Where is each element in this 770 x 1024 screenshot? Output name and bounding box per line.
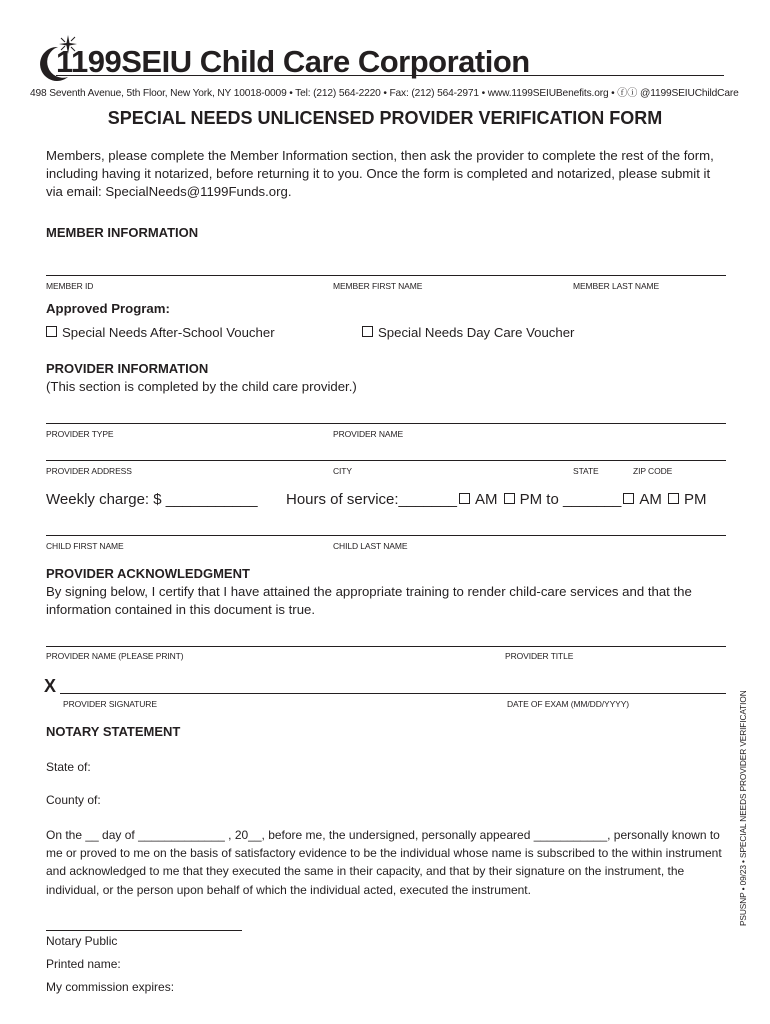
provider-line-2[interactable] [46, 460, 726, 461]
header-rule [56, 75, 724, 76]
signature-x-mark: X [44, 676, 57, 696]
contact-line: 498 Seventh Avenue, 5th Floor, New York, NY 10018-0009 • Tel: (212) 564-2220 • Fax: (212) 564-2971 • www.1199SEIUBenefits.org • ⓕⓘ @1199SEIUChildCare [30, 88, 739, 99]
member-id-label: MEMBER ID [46, 281, 94, 291]
notary-heading: NOTARY STATEMENT [46, 724, 181, 739]
notary-signature-line[interactable] [46, 930, 242, 931]
provider-line-1[interactable] [46, 423, 726, 424]
county-of-label: County of: [46, 793, 101, 807]
side-form-code: PSUSNP • 09/23 • SPECIAL NEEDS PROVIDER VERIFICATION [738, 690, 748, 926]
pm-checkbox-1[interactable] [504, 493, 515, 504]
org-name: 1199SEIU Child Care Corporation [56, 44, 530, 79]
child-name-line[interactable] [46, 535, 726, 536]
member-last-name-label: MEMBER LAST NAME [573, 281, 660, 291]
provider-signature-label: PROVIDER SIGNATURE [63, 699, 157, 709]
pm-checkbox-2[interactable] [668, 493, 679, 504]
commission-expires-label: My commission expires: [46, 980, 175, 994]
am-label-2: AM [639, 491, 662, 508]
zip-code-label: ZIP CODE [633, 466, 673, 476]
provider-type-label: PROVIDER TYPE [46, 429, 114, 439]
provider-info-heading: PROVIDER INFORMATION [46, 361, 209, 376]
provider-name-label: PROVIDER NAME [333, 429, 404, 439]
pm-label-2: PM [684, 491, 707, 508]
provider-address-label: PROVIDER ADDRESS [46, 466, 132, 476]
provider-print-name-label: PROVIDER NAME (PLEASE PRINT) [46, 651, 184, 661]
acknowledgment-heading: PROVIDER ACKNOWLEDGMENT [46, 566, 250, 581]
state-label: STATE [573, 466, 599, 476]
day-care-label: Special Needs Day Care Voucher [378, 325, 575, 340]
am-label-1: AM [474, 491, 498, 508]
form-title: SPECIAL NEEDS UNLICENSED PROVIDER VERIFICATION FORM [107, 108, 663, 128]
provider-print-line[interactable] [46, 646, 726, 647]
date-of-exam-label: DATE OF EXAM (MM/DD/YYYY) [507, 699, 630, 709]
hours-label: Hours of service:_______ [286, 491, 457, 508]
day-care-option[interactable] [362, 325, 574, 340]
approved-program-heading: Approved Program: [46, 301, 170, 316]
after-school-checkbox[interactable] [46, 326, 57, 337]
member-first-name-label: MEMBER FIRST NAME [333, 281, 423, 291]
child-last-name-label: CHILD LAST NAME [333, 541, 408, 551]
am-checkbox-1[interactable] [459, 493, 470, 504]
signature-line[interactable] [60, 693, 726, 694]
weekly-charge-field[interactable]: Weekly charge: $ ___________ [46, 491, 258, 508]
member-line[interactable] [46, 275, 726, 276]
intro-text: Members, please complete the Member Information section, then ask the provider to complete the rest of the form, including having it notarized, before returning it to you. Once the form is completed and notarized, please submit it via email: SpecialNeeds@1199Funds.org. [46, 148, 714, 199]
provider-title-label: PROVIDER TITLE [505, 651, 574, 661]
after-school-option[interactable] [46, 325, 275, 340]
hours-of-service-row[interactable] [286, 491, 707, 508]
member-info-heading: MEMBER INFORMATION [46, 225, 199, 240]
pm-to-label: PM to _______ [519, 491, 622, 508]
city-label: CITY [333, 466, 352, 476]
provider-info-note: (This section is completed by the child care provider.) [46, 379, 357, 394]
child-first-name-label: CHILD FIRST NAME [46, 541, 124, 551]
notary-public-label: Notary Public [46, 934, 118, 948]
state-of-label: State of: [46, 760, 91, 774]
acknowledgment-text: By signing below, I certify that I have attained the appropriate training to render child-care services and that the information contained in this document is true. [46, 584, 692, 617]
notary-statement: On the __ day of _____________ , 20__, before me, the undersigned, personally appeared ___________, personally known to me or proved to me on the basis of satisfactory evidence to be the individual whose name is subscribed to the within instrument and acknowledged to me that they executed the same in their capacity, and that by their signature on the instrument, the individual, or the person upon behalf of which the individual acted, executed the instrument. [46, 828, 722, 897]
day-care-checkbox[interactable] [362, 326, 373, 337]
am-checkbox-2[interactable] [623, 493, 634, 504]
after-school-label: Special Needs After-School Voucher [62, 325, 275, 340]
printed-name-label: Printed name: [46, 957, 121, 971]
